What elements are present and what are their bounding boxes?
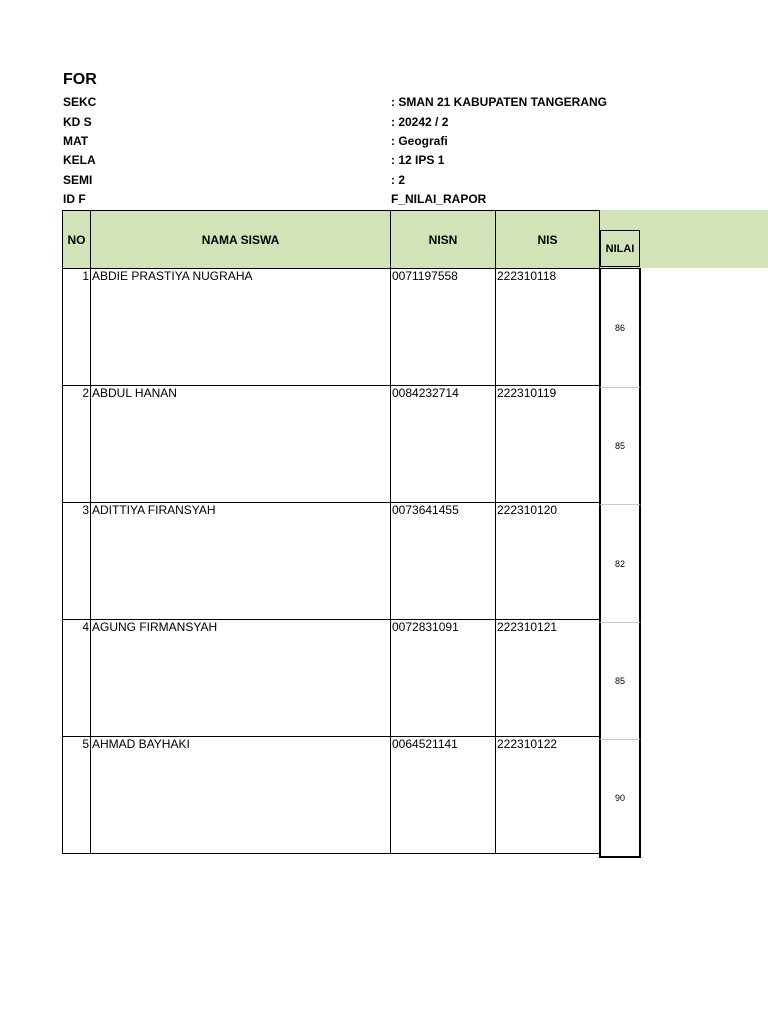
header-nis: NIS: [496, 211, 600, 269]
row-no: 5: [63, 737, 91, 854]
meta-label-kd: KD S: [63, 115, 92, 129]
form-title: FOR: [63, 71, 97, 88]
row-nisn: 0071197558: [391, 269, 496, 386]
row-nis: 222310122: [496, 737, 600, 854]
header-no: NO: [63, 211, 91, 269]
table-row: [63, 503, 600, 620]
meta-label-id: ID F: [63, 192, 86, 206]
row-no: 4: [63, 620, 91, 737]
nilai-cell: 85: [599, 387, 641, 504]
row-name: AHMAD BAYHAKI: [91, 737, 391, 854]
nilai-cell: 85: [599, 622, 641, 739]
meta-label-school: SEKC: [63, 95, 97, 109]
row-nis: 222310120: [496, 503, 600, 620]
row-name: ABDUL HANAN: [91, 386, 391, 503]
header-nilai: NILAI: [600, 230, 640, 267]
row-nisn: 0084232714: [391, 386, 496, 503]
row-nis: 222310118: [496, 269, 600, 386]
row-nis: 222310119: [496, 386, 600, 503]
row-nisn: 0073641455: [391, 503, 496, 620]
row-nisn: 0072831091: [391, 620, 496, 737]
nilai-cell: 86: [599, 268, 641, 387]
meta-value-subject: : Geografi: [391, 134, 448, 148]
meta-value-semester: : 2: [391, 173, 406, 187]
nilai-cell: 82: [599, 504, 641, 622]
row-nis: 222310121: [496, 620, 600, 737]
row-name: ABDIE PRASTIYA NUGRAHA: [91, 269, 391, 386]
table-row: [63, 737, 600, 854]
meta-value-school: : SMAN 21 KABUPATEN TANGERANG: [391, 95, 608, 109]
table-row: [63, 269, 600, 386]
row-no: 1: [63, 269, 91, 386]
meta-value-id: F_NILAI_RAPOR: [391, 192, 487, 206]
header-name: NAMA SISWA: [91, 211, 391, 269]
table-header-row: [63, 211, 600, 269]
row-nisn: 0064521141: [391, 737, 496, 854]
row-no: 2: [63, 386, 91, 503]
meta-label-semester: SEMI: [63, 173, 93, 187]
row-no: 3: [63, 503, 91, 620]
nilai-cell: 90: [599, 739, 641, 858]
meta-label-subject: MAT: [63, 134, 89, 148]
table-row: [63, 620, 600, 737]
meta-label-class: KELA: [63, 153, 96, 167]
row-name: ADITTIYA FIRANSYAH: [91, 503, 391, 620]
meta-value-kd: : 20242 / 2: [391, 115, 449, 129]
meta-value-class: : 12 IPS 1: [391, 153, 445, 167]
header-nisn: NISN: [391, 211, 496, 269]
table-row: [63, 386, 600, 503]
row-name: AGUNG FIRMANSYAH: [91, 620, 391, 737]
grades-table: [62, 210, 600, 854]
